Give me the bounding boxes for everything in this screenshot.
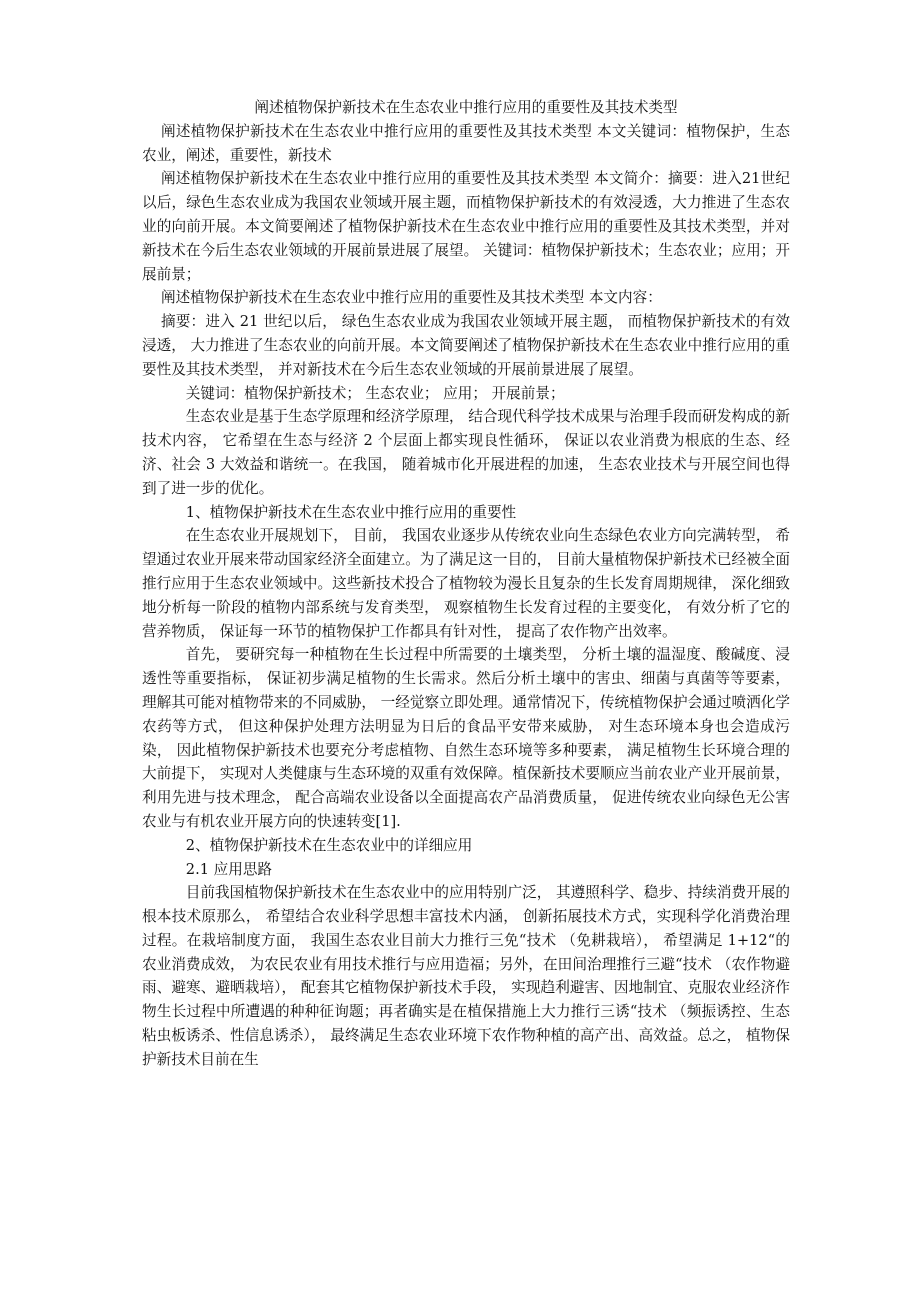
section-heading-1: 1、植物保护新技术在生态农业中推行应用的重要性 bbox=[185, 503, 517, 521]
body-paragraph-intro: 生态农业是基于生态学原理和经济学原理， 结合现代科学技术成果与治理手段而研发构成的新技术内容， 它希望在生态与经济 2 个层面上都实现良性循环， 保证以农业消费为根底的生态、经济、社会 3 大效益和谐统一。在我国， 随着城市化开展进程的加速， 生态农业技术与开展空间也得到了进一步的优化。 bbox=[142, 408, 790, 497]
subsection-heading-2-1: 2.1 应用思路 bbox=[185, 860, 273, 878]
body-paragraph-1: 在生态农业开展规划下， 目前， 我国农业逐步从传统农业向生态绿色农业方向完满转型， 希望通过农业开展来带动国家经济全面建立。为了满足这一目的， 目前大量植物保护新技术已经被全面推行应用于生态农业领域中。这些新技术投合了植物较为漫长且复杂的生长发育周期规律， 深化细致地分析每一阶段的植物内部系统与发育类型， 观察植物生长发育过程的主要变化， 有效分析了它的营养物质， 保证每一环节的植物保护工作都具有针对性， 提高了农作物产出效率。 bbox=[142, 527, 790, 640]
keywords-line: 阐述植物保护新技术在生态农业中推行应用的重要性及其技术类型 本文关键词：植物保护，生态农业，阐述，重要性，新技术 bbox=[142, 122, 790, 164]
body-paragraph-2: 首先， 要研究每一种植物在生长过程中所需要的土壤类型， 分析土壤的温湿度、酸碱度、浸透性等重要指标， 保证初步满足植物的生长需求。然后分析土壤中的害虫、细菌与真菌等等要素， 理解其可能对植物带来的不同威胁， 一经觉察立即处理。通常情况下，传统植物保护会通过喷洒化学农药等方式， 但这种保护处理方法明显为日后的食品平安带来威胁， 对生态环境本身也会造成污染， 因此植物保护新技术也要充分考虑植物、自然生态环境等多种要素， 满足植物生长环境合理的大前提下， 实现对人类健康与生态环境的双重有效保障。植保新技术要顺应当前农业产业开展前景， 利用先进与技术理念， 配合高端农业设备以全面提高农产品消费质量， 促进传统农业向绿色无公害农业与有机农业开展方向的快速转变[1]. bbox=[142, 646, 790, 830]
body-paragraph-3: 目前我国植物保护新技术在生态农业中的应用特别广泛， 其遵照科学、稳步、持续消费开展的根本技术原那么， 希望结合农业科学思想丰富技术内涵， 创新拓展技术方式，实现科学化消费治理过程。在栽培制度方面， 我国生态农业目前大力推行三免“技术 （免耕栽培）， 希望满足 1+12“的农业消费成效， 为农民农业有用技术推行与应用造福；另外，在田间治理推行三避“技术 （农作物避雨、避寒、避晒栽培）， 配套其它植物保护新技术手段， 实现趋利避害、因地制宜、克服农业经济作物生长过程中所遭遇的种种征询题；再者确实是在植保措施上大力推行三诱“技术 （频振诱控、生态粘虫板诱杀、性信息诱杀）， 最终满足生态农业环境下农作物种植的高产出、高效益。总之， 植物保护新技术目前在生 bbox=[142, 884, 790, 1068]
content-heading: 阐述植物保护新技术在生态农业中推行应用的重要性及其技术类型 本文内容： bbox=[160, 289, 662, 307]
document-title: 阐述植物保护新技术在生态农业中推行应用的重要性及其技术类型 bbox=[254, 99, 678, 116]
keywords-paragraph: 关键词：植物保护新技术； 生态农业； 应用； 开展前景； bbox=[185, 384, 565, 402]
section-heading-2: 2、植物保护新技术在生态农业中的详细应用 bbox=[185, 836, 473, 854]
abstract-paragraph: 摘要：进入 21 世纪以后， 绿色生态农业成为我国农业领域开展主题， 而植物保护新技术的有效浸透， 大力推进了生态农业的向前开展。本文简要阐述了植物保护新技术在生态农业中推行应用的重要性及其技术类型， 并对新技术在今后生态农业领域的开展前景进展了展望。 bbox=[142, 313, 790, 378]
summary-paragraph: 阐述植物保护新技术在生态农业中推行应用的重要性及其技术类型 本文简介：摘要：进入21世纪以后，绿色生态农业成为我国农业领域开展主题，而植物保护新技术的有效浸透，大力推进了生态农业的向前开展。本文简要阐述了植物保护新技术在生态农业中推行应用的重要性及其技术类型，并对新技术在今后生态农业领域的开展前景进展了展望。 关键词：植物保护新技术；生态农业；应用；开展前景； bbox=[142, 170, 790, 283]
